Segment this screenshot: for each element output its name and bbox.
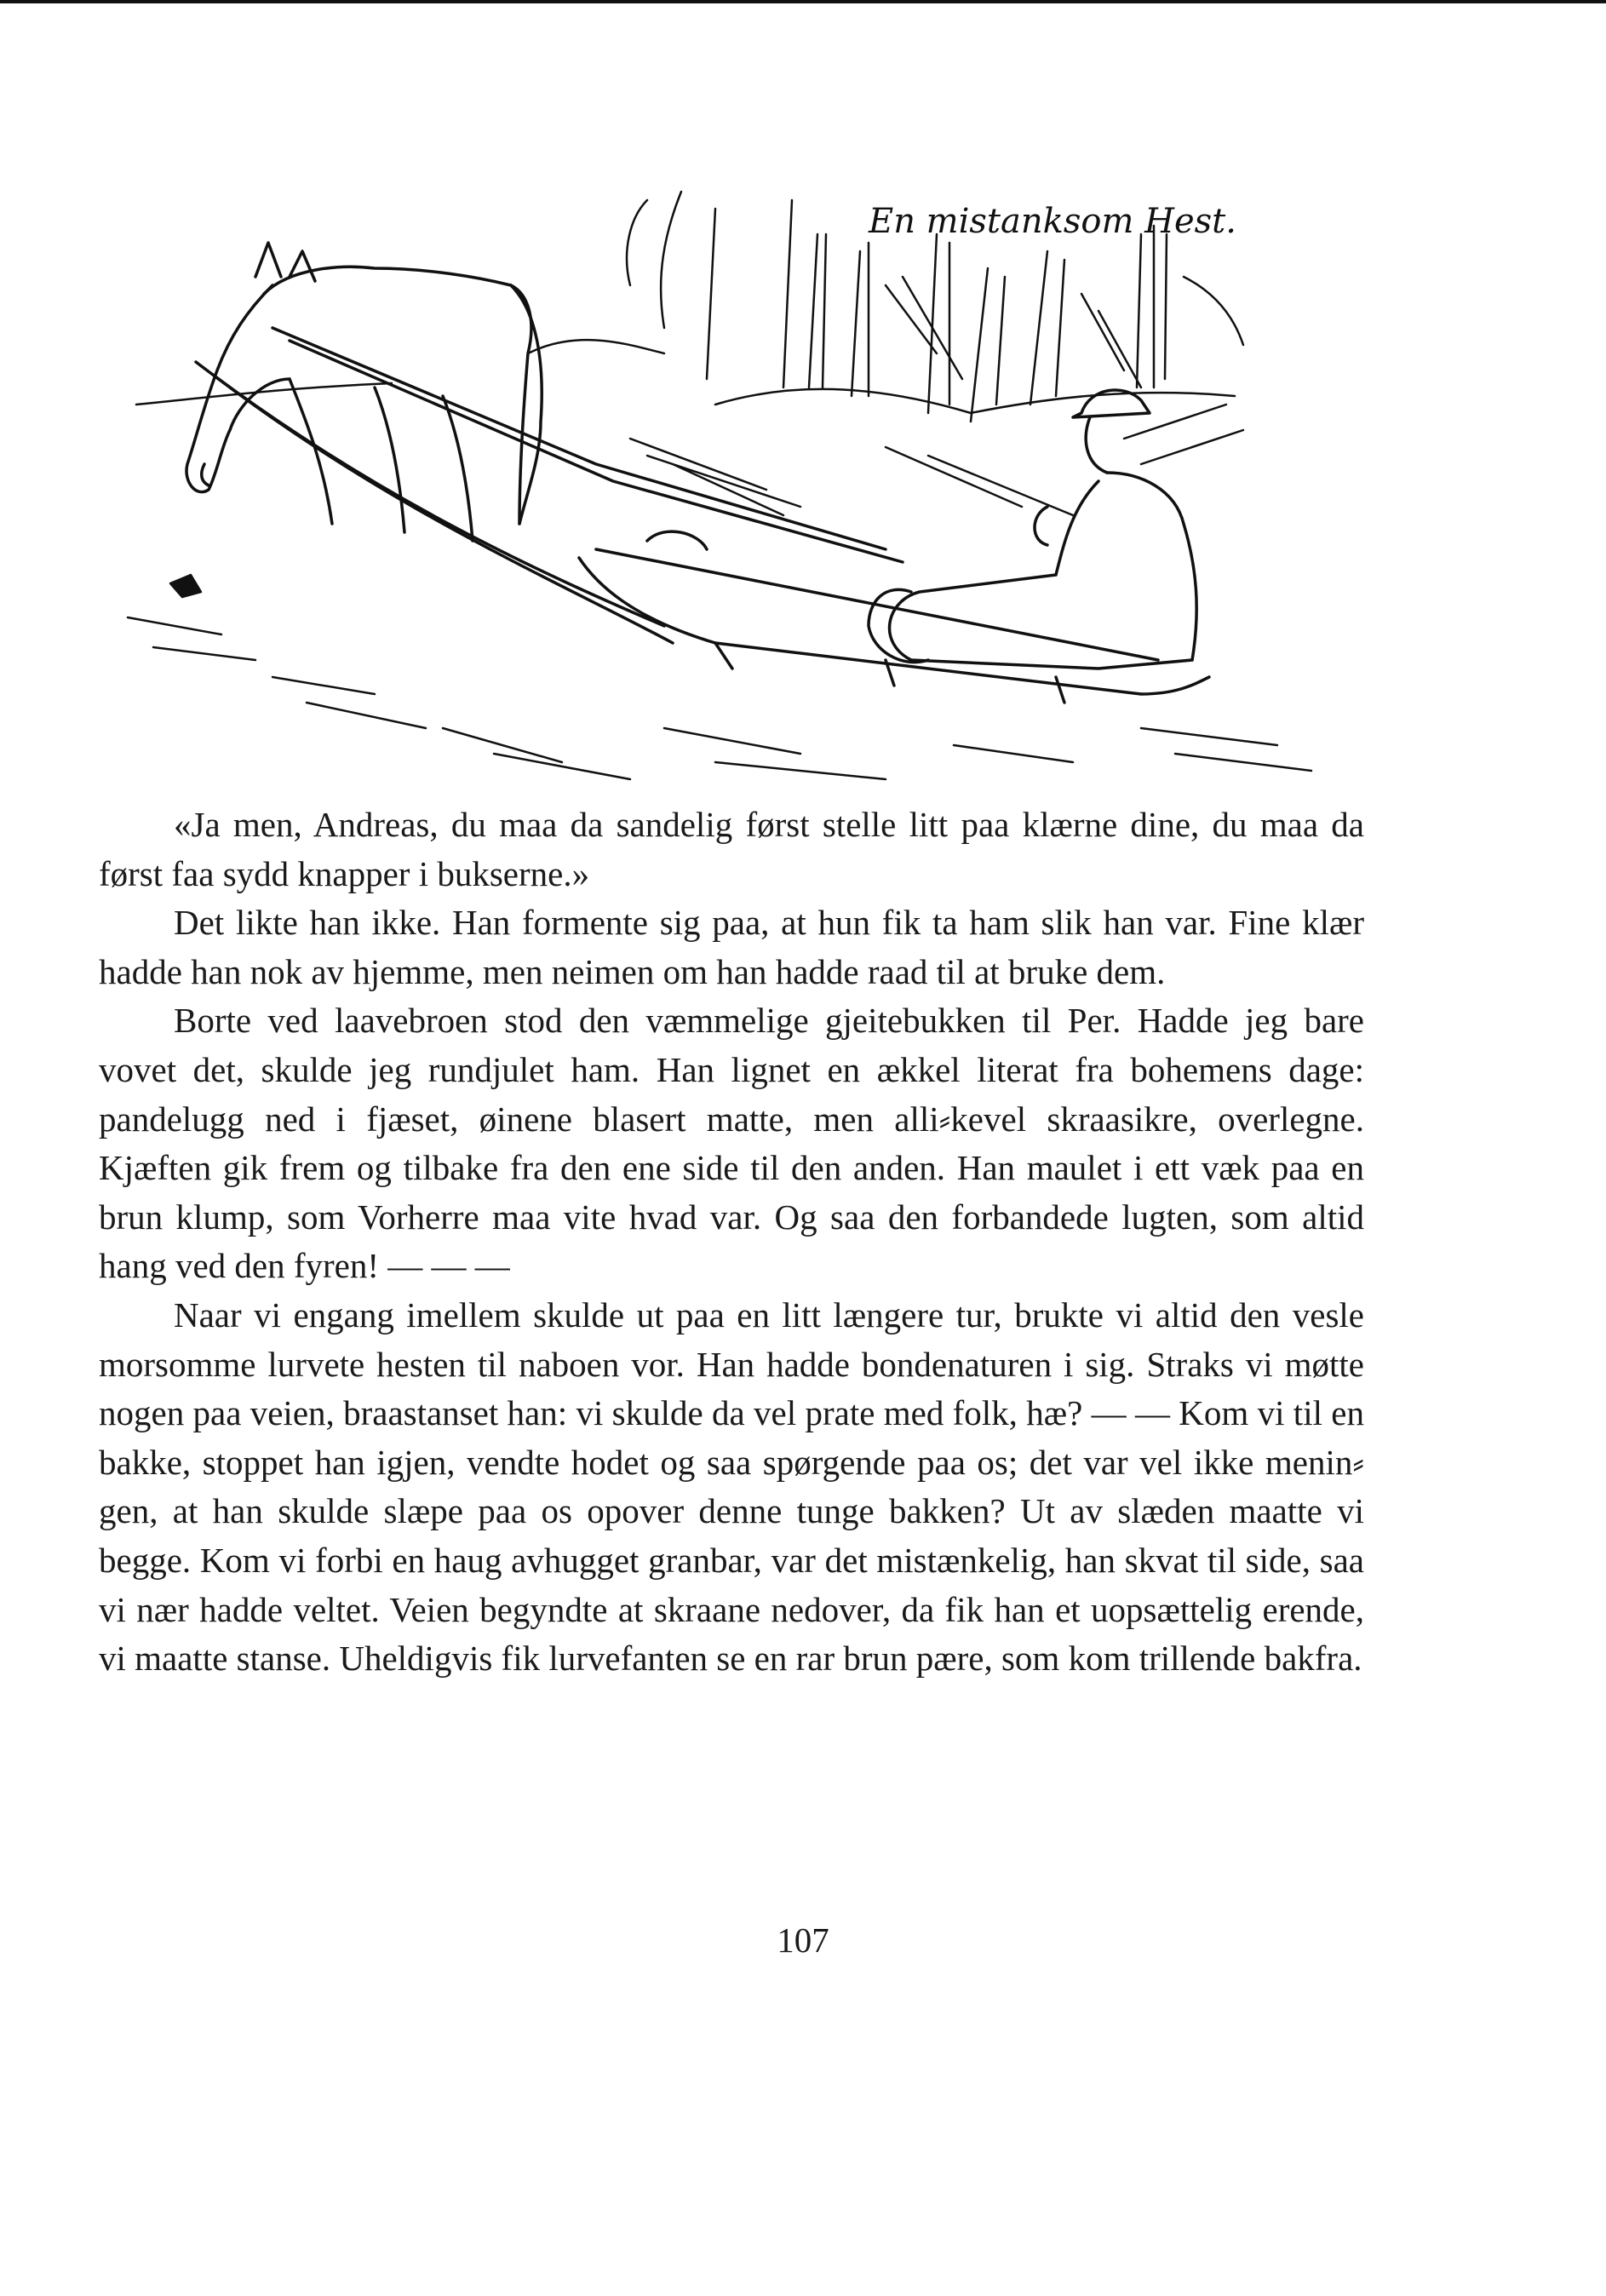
page-top-edge — [0, 0, 1606, 3]
paragraph-1: «Ja men, Andreas, du maa da sandelig først stelle litt paa klærne dine, du maa da først faa sydd knapper i bukserne.» — [99, 805, 1364, 893]
sled-figure — [579, 531, 1209, 703]
sled-shafts — [196, 328, 903, 643]
body-text — [99, 801, 1364, 1684]
horse-and-sled-illustration — [119, 183, 1328, 796]
snow-hills — [136, 340, 1243, 515]
paragraph-4: Naar vi engang imellem skulde ut paa en litt længere tur, brukte vi altid den vesle morsomme lurvete hesten til naboen vor. Han hadde bondenaturen i sig. Straks vi møtte nogen paa veien, braastanset han: vi skulde da vel prate med folk, hæ? — — Kom vi til en bakke, stoppet han igjen, vendte hodet og saa spørgende paa os; det var vel ikke menin⸗gen, at han skulde slæpe paa os opover denne tunge bakken? Ut av slæden maatte vi begge. Kom vi forbi en haug avhugget granbar, var det mistænkelig, han skvat til side, saa vi nær hadde veltet. Veien begyndte at skraane nedover, da fik han et uopsættelig erende, vi maatte stanse. Uheldigvis fik lurvefanten se en rar brun pære, som kom trillende bakfra. — [99, 1294, 1364, 1679]
paragraph-3: Borte ved laavebroen stod den væmmelige gjeitebukken til Per. Hadde jeg bare vovet det, skulde jeg rundjulet ham. Han lignet en ækkel literat fra bohemens dage: pandelugg ned i fjæset, øinene blasert matte, men alli⸗kevel skraasikre, overlegne. Kjæften gik frem og tilbake fra den ene side til den anden. Han maulet i ett væk paa en brun klump, som Vorherre maa vite hvad var. Og saa den forbandede lugten, som altid hang ved den fyren! — — — — [99, 1001, 1364, 1286]
horse-figure — [186, 243, 542, 541]
paragraph-2: Det likte han ikke. Han formente sig paa, at hun fik ta ham slik han var. Fine klær hadde han nok av hjemme, men neimen om han hadde raad til at bruke dem. — [99, 903, 1364, 991]
illustration-caption: En mistanksom Hest. — [869, 202, 1236, 241]
page-number: 107 — [777, 1920, 829, 1960]
ground-strokes — [128, 575, 1311, 779]
